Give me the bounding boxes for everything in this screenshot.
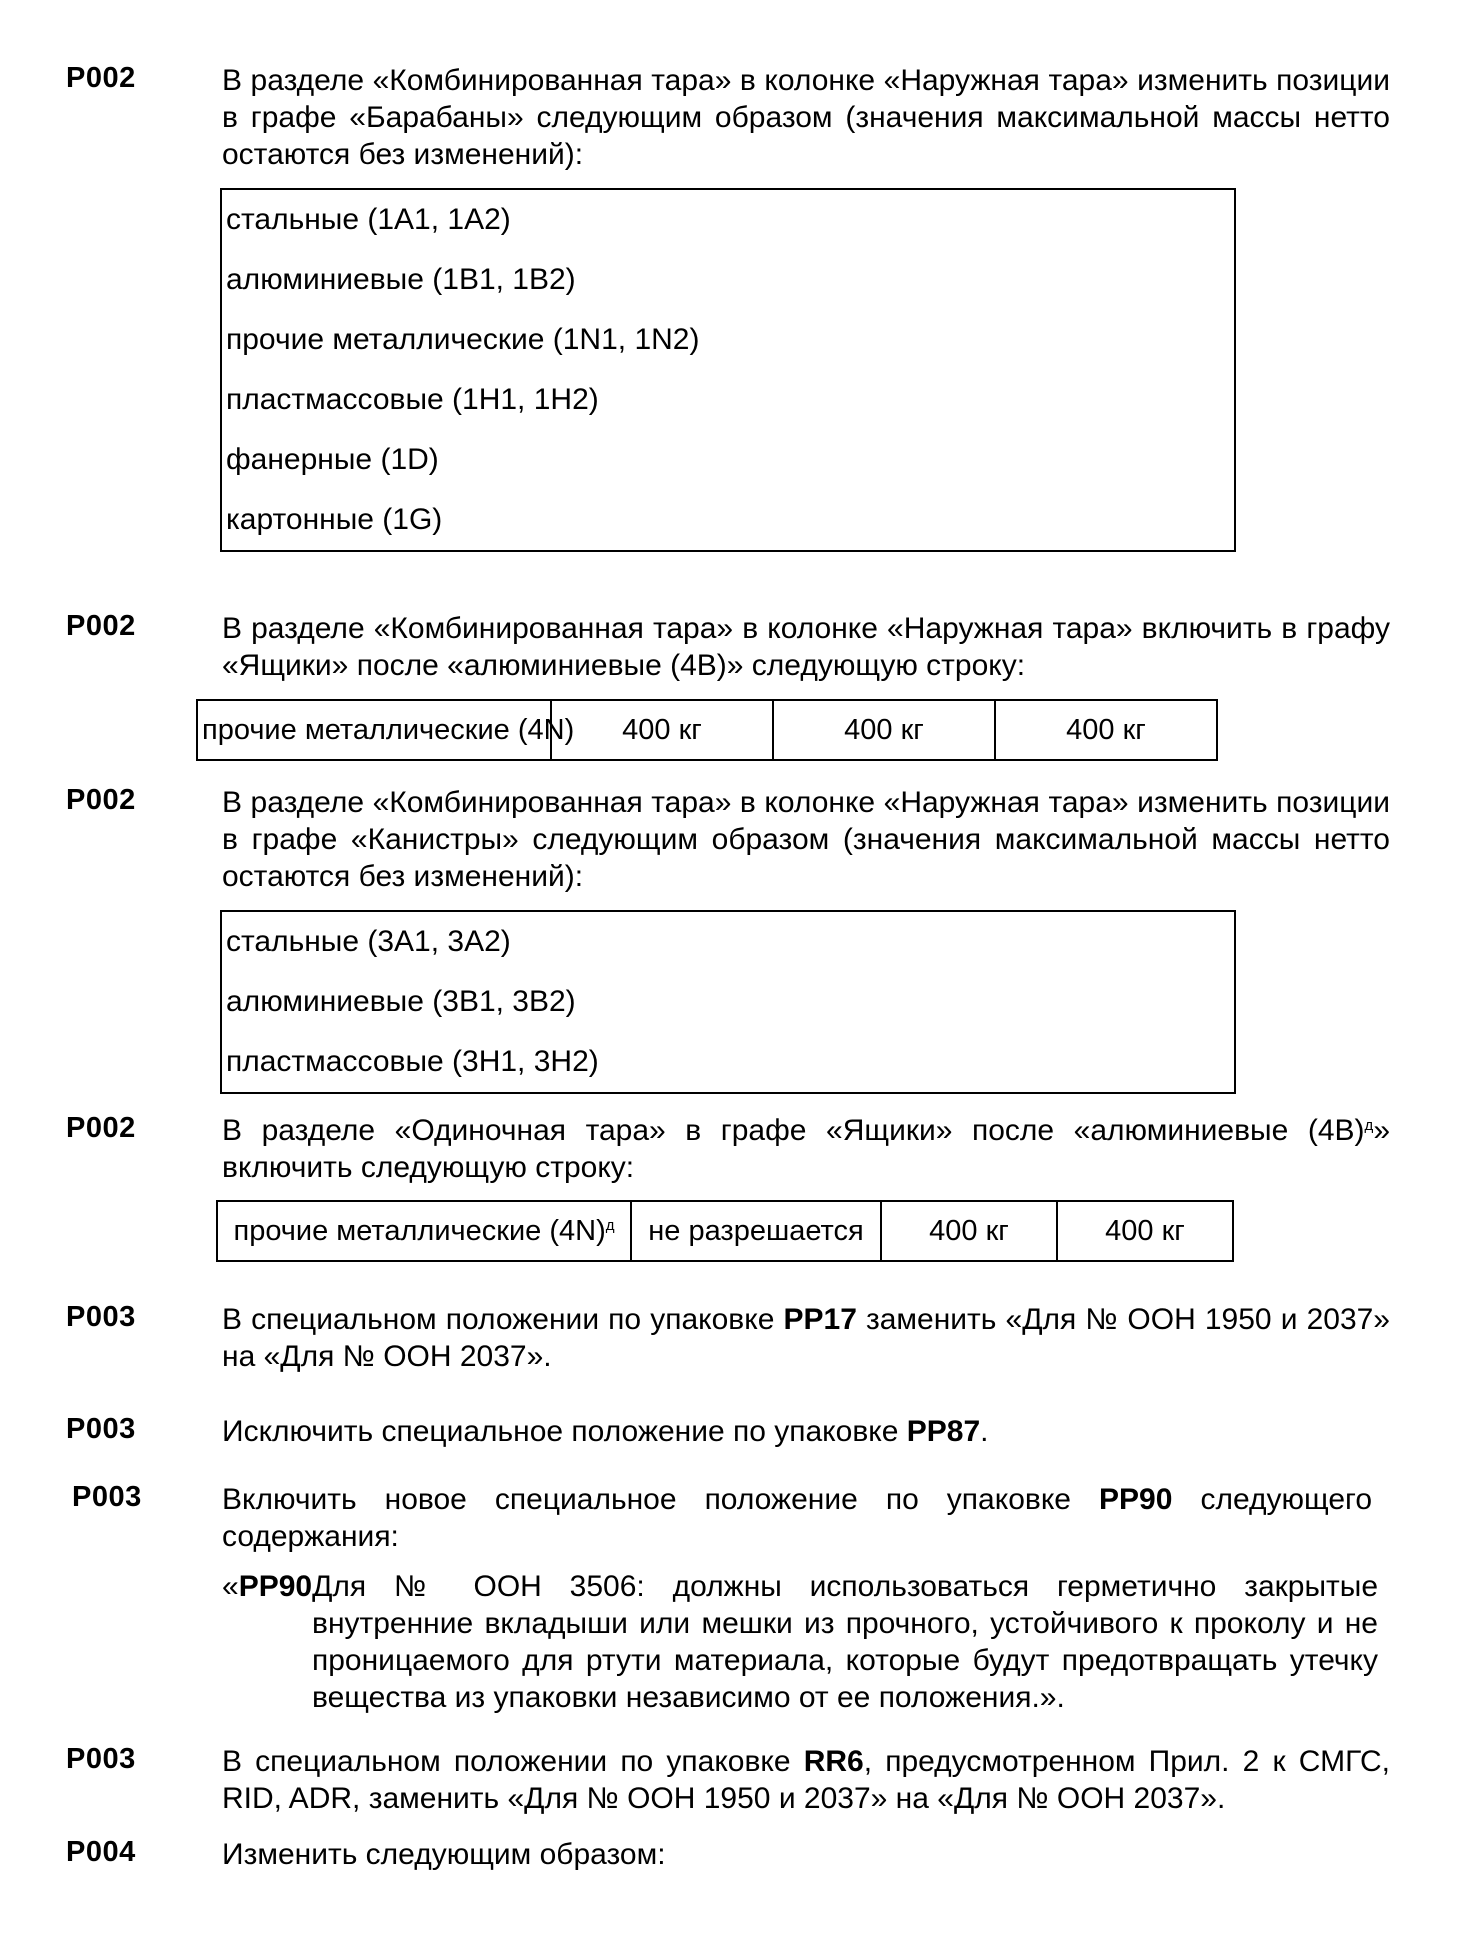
text-part: В специальном положении по упаковке <box>222 1745 804 1778</box>
provision-code: PP87 <box>906 1415 981 1448</box>
single-packaging-row-table <box>216 1200 1234 1262</box>
list-item: картонные (1G) <box>226 503 443 536</box>
provision-code: PP17 <box>783 1303 857 1336</box>
list-item: пластмассовые (1H1, 1H2) <box>226 383 599 416</box>
list-item: алюминиевые (3B1, 3B2) <box>226 985 576 1018</box>
table-cell: 400 кг <box>773 700 995 760</box>
table-cell <box>217 1201 631 1261</box>
footnote-mark: д <box>1364 1117 1374 1134</box>
entry-text <box>222 1481 1372 1555</box>
list-item: фанерные (1D) <box>226 443 439 476</box>
text-part: В разделе «Одиночная тара» в графе «Ящики» после «алюминиевые (4B) <box>222 1114 1365 1147</box>
quote-paragraph <box>222 1568 1378 1716</box>
list-item: алюминиевые (1B1, 1B2) <box>226 263 576 296</box>
text-part: » включить следующую строку: <box>222 1114 1390 1184</box>
entry-text <box>222 1301 1390 1375</box>
entry-text: В разделе «Комбинированная тара» в колонке «Наружная тара» включить в графу «Ящики» после «алюминиевые (4B)» следующую строку: <box>222 612 1390 682</box>
entry-code: P002 <box>66 62 136 94</box>
list-item: стальные (3A1, 3A2) <box>226 925 511 958</box>
list-item: прочие металлические (1N1, 1N2) <box>226 323 700 356</box>
text-part: заменить «Для № ООН 1950 и 2037» на «Для № ООН 2037». <box>222 1303 1390 1373</box>
text-part: , предусмотренном Прил. 2 к СМГС, RID, ADR, заменить «Для № ООН 1950 и 2037» на «Для № ООН 2037». <box>222 1745 1390 1815</box>
cell-text: прочие металлические (4N) <box>233 1214 606 1247</box>
table-cell: 400 кг <box>1057 1201 1233 1261</box>
list-item: стальные (1A1, 1A2) <box>226 203 511 236</box>
table-row <box>197 700 1217 760</box>
table-cell: прочие металлические (4N) <box>197 700 551 760</box>
entry-code: P003 <box>72 1481 142 1513</box>
text-part: В специальном положении по упаковке <box>222 1303 784 1336</box>
table-cell: 400 кг <box>881 1201 1057 1261</box>
text-part: следующего содержания: <box>222 1483 1373 1553</box>
entry-text <box>222 1413 1390 1450</box>
provision-code: RR6 <box>803 1745 864 1778</box>
provision-code: PP90 <box>238 1570 313 1603</box>
entry-code: P004 <box>66 1836 136 1868</box>
entry-code: P002 <box>66 610 136 642</box>
entry-text: В разделе «Комбинированная тара» в колонке «Наружная тара» изменить позиции в графе «Канистры» следующим образом (значения максимальной массы нетто остаются без изменений): <box>222 786 1390 893</box>
drums-list-box <box>220 188 1236 552</box>
list-item: пластмассовые (3H1, 3H2) <box>226 1045 599 1078</box>
boxes-row-table <box>196 699 1218 761</box>
jerricans-list-box <box>220 910 1236 1094</box>
entry-code: P003 <box>66 1413 136 1445</box>
entry-text <box>222 1112 1390 1186</box>
text-part: Исключить специальное положение по упаковке <box>222 1415 907 1448</box>
entry-code: P003 <box>66 1743 136 1775</box>
provision-quote <box>222 1568 1378 1716</box>
text-part: Включить новое специальное положение по упаковке <box>222 1483 1100 1516</box>
entry-text <box>222 1743 1390 1817</box>
entry-code: P003 <box>66 1301 136 1333</box>
provision-code: PP90 <box>1099 1483 1173 1516</box>
table-row <box>217 1201 1233 1261</box>
quote-mark: « <box>222 1570 239 1603</box>
entry-code: P002 <box>66 784 136 816</box>
entry-text: В разделе «Комбинированная тара» в колонке «Наружная тара» изменить позиции в графе «Барабаны» следующим образом (значения максимальной массы нетто остаются без изменений): <box>222 64 1390 171</box>
footnote-mark: д <box>605 1216 615 1234</box>
quote-text: Для № ООН 3506: должны использоваться герметично закрытые внутренние вкладыши или мешки из прочного, устойчивого к проколу и не проницаемого для ртути материала, которые будут предотвращать утечку вещества из упаковки независимо от ее положения.». <box>312 1570 1378 1714</box>
text-part: . <box>980 1415 989 1448</box>
entry-code: P002 <box>66 1112 136 1144</box>
entry-text: Изменить следующим образом: <box>222 1838 666 1871</box>
table-cell: 400 кг <box>551 700 773 760</box>
table-cell: не разрешается <box>631 1201 881 1261</box>
table-cell: 400 кг <box>995 700 1217 760</box>
